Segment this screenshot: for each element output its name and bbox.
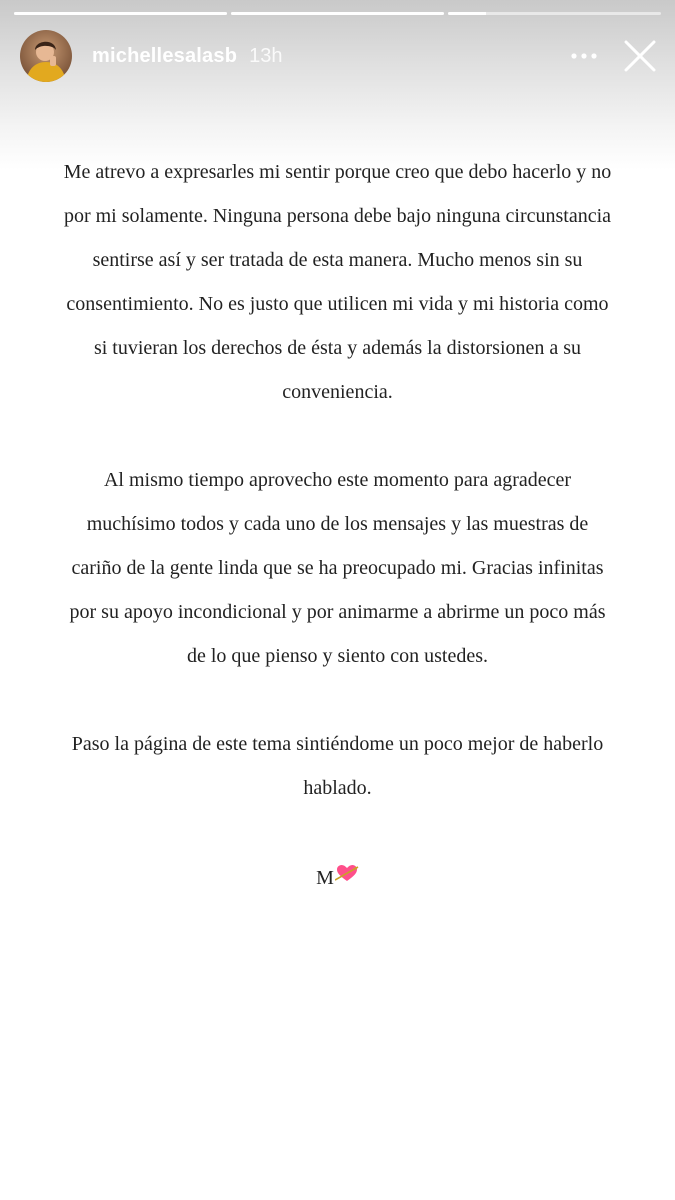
progress-segment-1 (14, 12, 227, 15)
avatar-image (20, 30, 72, 82)
story-text-body (60, 150, 615, 854)
signature-letter: M (316, 867, 334, 889)
close-button[interactable] (620, 36, 660, 76)
story-paragraph-3: Paso la página de este tema sintiéndome un poco mejor de haberlo hablado. (71, 733, 604, 799)
story-paragraph-2: Al mismo tiempo aprovecho este momento para agradecer muchísimo todos y cada uno de los mensajes y las muestras de cariño de la gente linda que se ha preocupado mi. Gracias infinitas por su apoyo incondicional y por animarme a abrirme un poco más de lo que pienso y siento con ustedes. (69, 469, 606, 667)
signature (0, 860, 675, 896)
story-header (20, 30, 660, 82)
progress-fill-2 (231, 12, 444, 15)
close-icon (623, 39, 657, 73)
more-options-button[interactable] (564, 36, 604, 76)
progress-fill-1 (14, 12, 227, 15)
more-horizontal-icon (570, 52, 598, 60)
story-progress-bars (14, 12, 661, 15)
story-paragraph-1: Me atrevo a expresarles mi sentir porque creo que debo hacerlo y no por mi solamente. Ninguna persona debe bajo ninguna circunstancia sentirse así y ser tratada de esta manera. Mucho menos sin su consentimiento. No es justo que utilicen mi vida y mi historia como si tuvieran los derechos de ésta y además la distorsionen a su conveniencia. (63, 161, 612, 403)
heart-with-arrow-icon (335, 859, 359, 895)
progress-fill-3 (448, 12, 486, 15)
post-time: 13h (249, 44, 283, 67)
header-gradient (0, 0, 675, 170)
avatar[interactable] (20, 30, 72, 82)
username[interactable]: michellesalasb (92, 44, 238, 67)
progress-segment-3 (448, 12, 661, 15)
progress-segment-2 (231, 12, 444, 15)
